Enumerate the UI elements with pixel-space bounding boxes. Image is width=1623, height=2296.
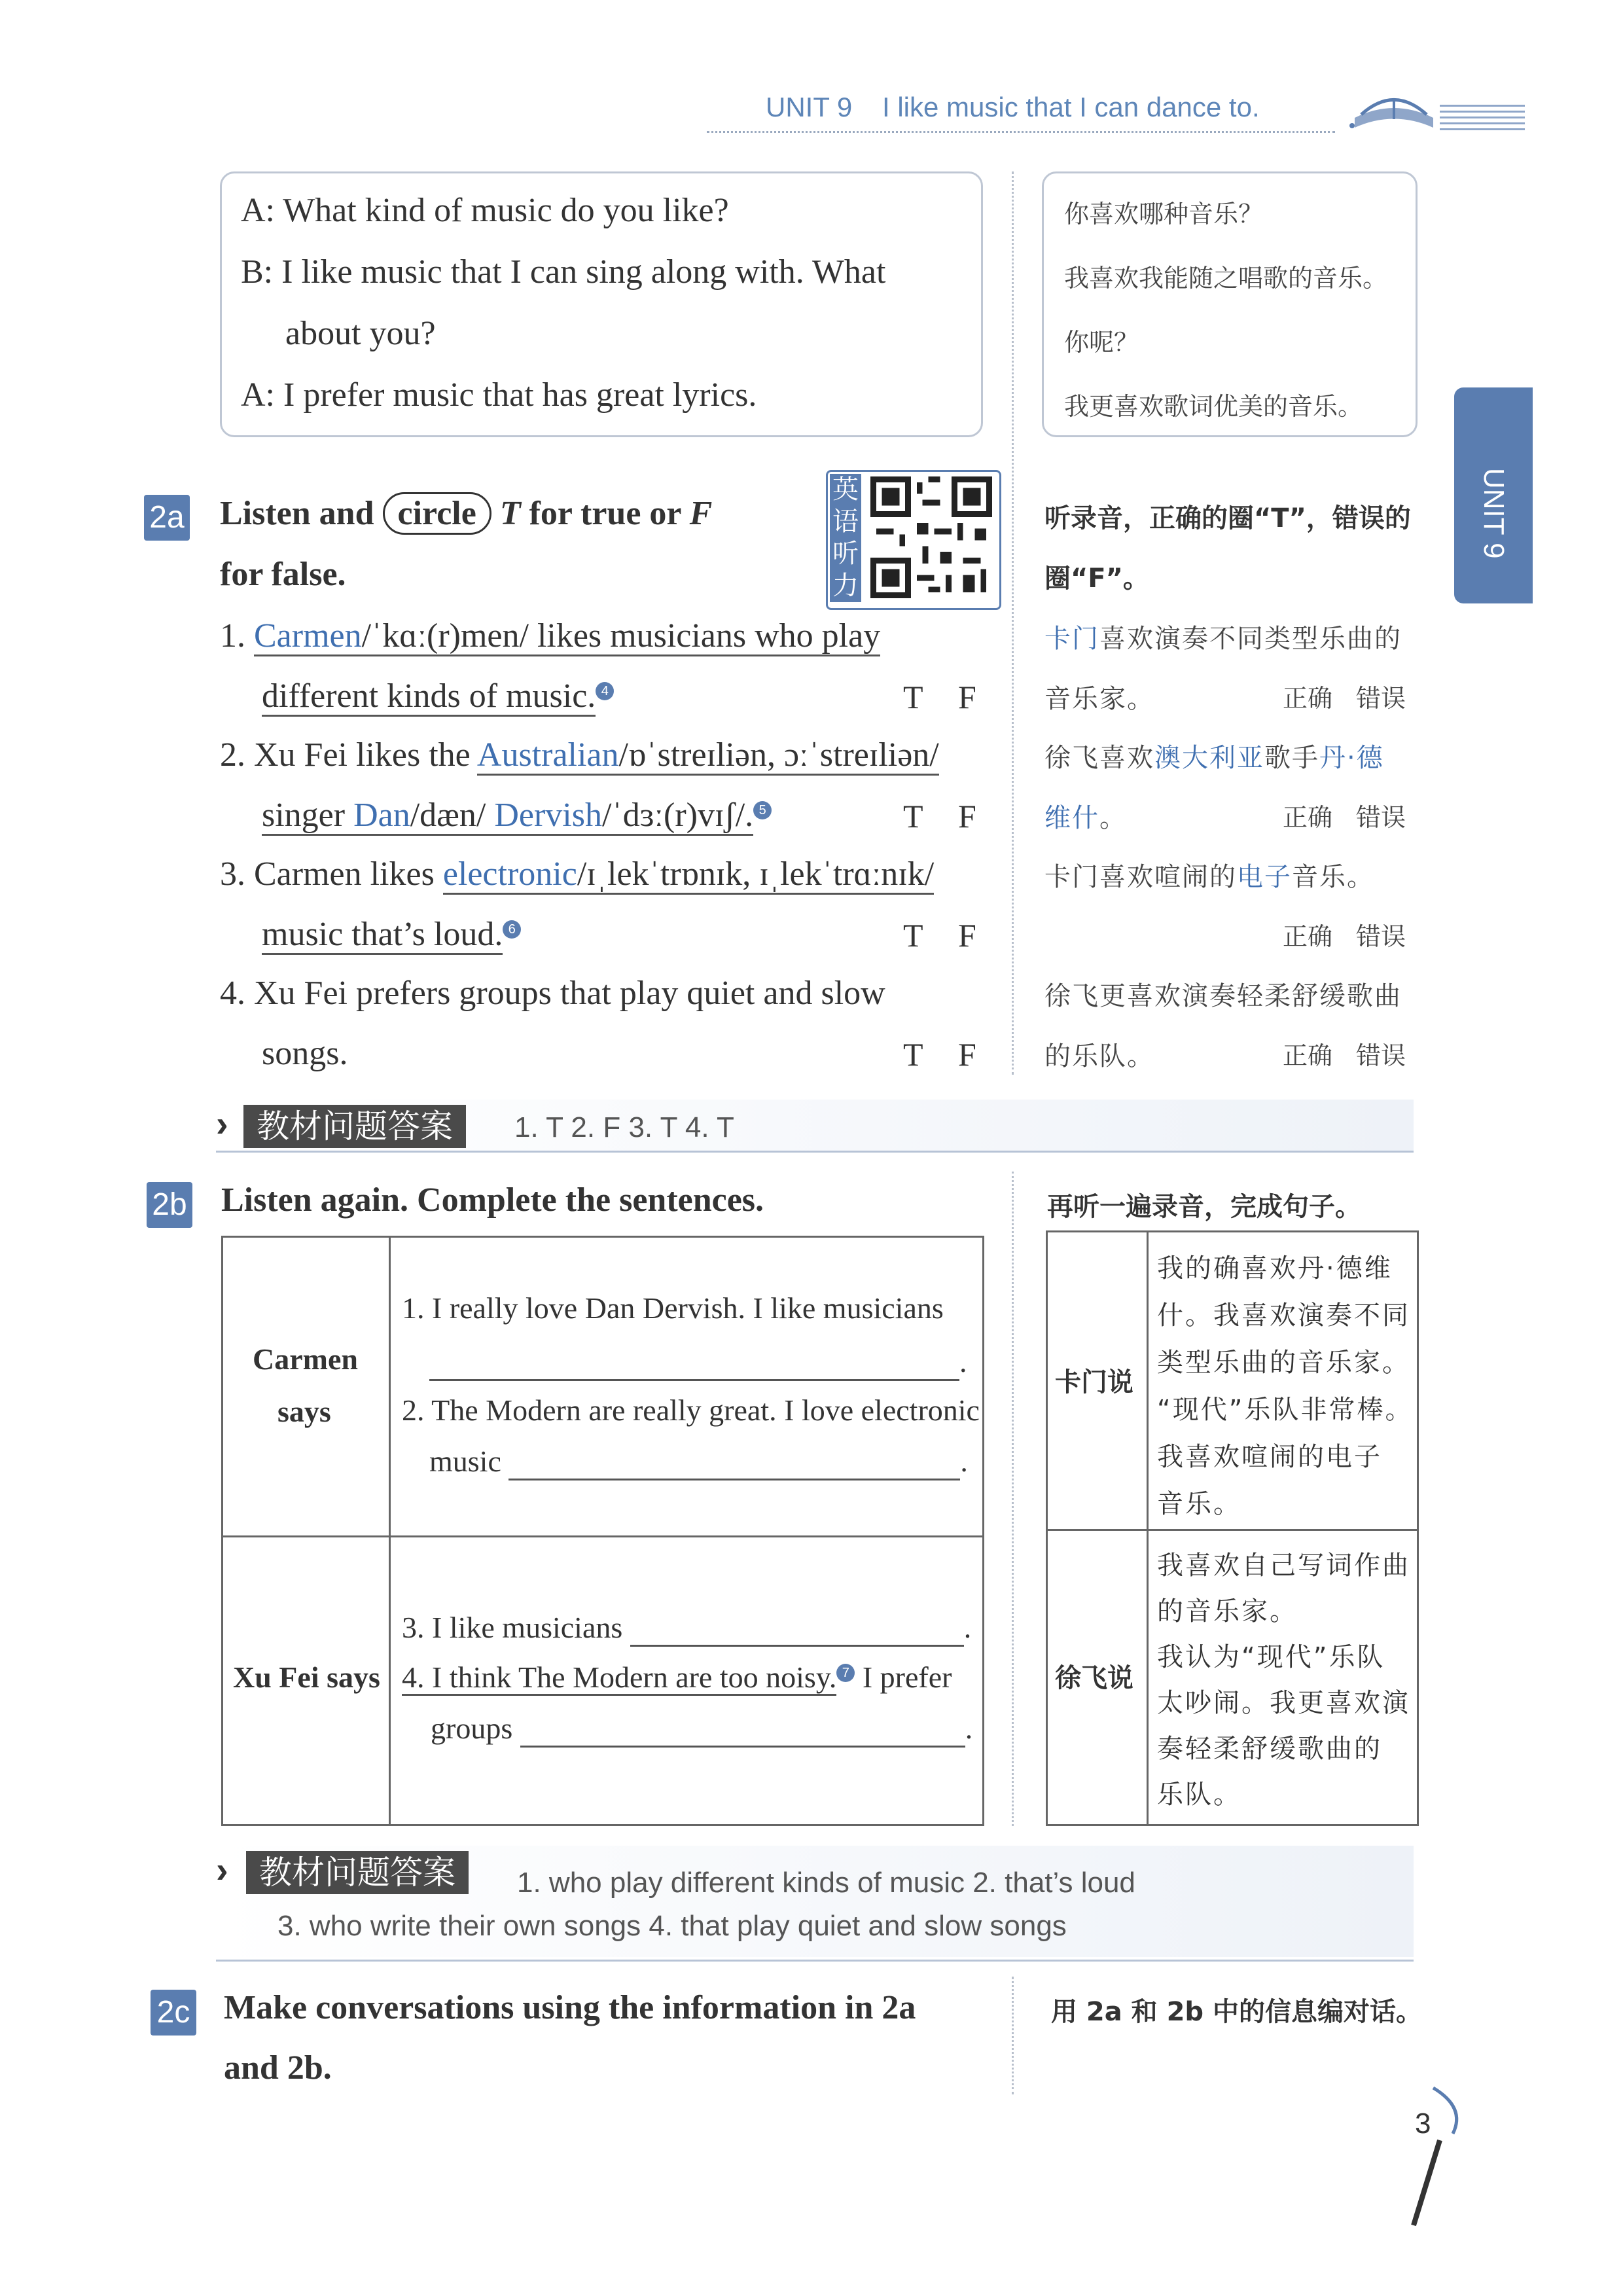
carmen-says-label-cn: 卡门说 bbox=[1055, 1367, 1133, 1397]
item-2-cn-wrong: 错误 bbox=[1356, 803, 1406, 832]
item-1-line1: 1. Carmen/ˈkɑː(r)men/ likes musicians who play bbox=[220, 617, 880, 655]
item-4-cn-line1: 徐飞更喜欢演奏轻柔舒缓歌曲 bbox=[1044, 981, 1402, 1011]
item-2-cn-line2: 维什。 bbox=[1044, 803, 1127, 833]
header-title: I like music that I can dance to. bbox=[882, 92, 1260, 122]
xufei-cn-line-1: 我喜欢自己写词作曲 bbox=[1157, 1551, 1410, 1581]
item-4-cn-wrong: 错误 bbox=[1356, 1041, 1406, 1070]
item-4-cn-line2: 的乐队。 bbox=[1044, 1041, 1154, 1071]
section-2a-hint-cn-2: 圈“F”。 bbox=[1044, 564, 1149, 594]
section-badge-2c: 2c bbox=[151, 1990, 196, 2036]
dialogue-cn-line-3: 你呢？ bbox=[1064, 328, 1139, 357]
item-1-cn-right: 正确 bbox=[1283, 684, 1333, 713]
section-2c-hint-cn: 用 2a 和 2b 中的信息编对话。 bbox=[1051, 1997, 1422, 2027]
sentence-4: 4. I think The Modern are too noisy. 7 I prefer bbox=[402, 1660, 952, 1695]
xufei-says-label: Xu Fei says bbox=[233, 1660, 380, 1694]
section-badge-2a: 2a bbox=[144, 495, 190, 541]
dialogue-cn-line-2: 我喜欢我能随之唱歌的音乐。 bbox=[1064, 264, 1388, 293]
dialogue-line-1: A: What kind of music do you like? bbox=[241, 192, 729, 229]
answer-text-2-line1: 1. who play different kinds of music 2. that’s loud bbox=[517, 1867, 1135, 1899]
qr-listening-label: 英 语 听 力 bbox=[830, 474, 861, 602]
answer-text-2-line2: 3. who write their own songs 4. that play quiet and slow songs bbox=[277, 1910, 1067, 1942]
section-badge-2b: 2b bbox=[147, 1182, 192, 1228]
carmen-cn-line-4: “现代”乐队非常棒。 bbox=[1157, 1395, 1414, 1425]
item-1-cn-line2: 音乐家。 bbox=[1044, 684, 1154, 714]
chevron-right-icon: › bbox=[216, 1849, 228, 1890]
carmen-says-label-2: says bbox=[277, 1395, 331, 1428]
item-1-line2: different kinds of music. 4 bbox=[262, 677, 614, 715]
section-2a-heading: Listen and circle T for true or F bbox=[220, 492, 712, 535]
page-number: 3 bbox=[1415, 2108, 1431, 2140]
answer-rule-1 bbox=[216, 1151, 1414, 1153]
section-2c-heading-1: Make conversations using the information in 2a bbox=[224, 1989, 916, 2026]
table-column-divider bbox=[389, 1236, 391, 1824]
unit-side-tab-label: UNIT 9 bbox=[1478, 468, 1510, 559]
table-cn-column-divider bbox=[1147, 1230, 1149, 1824]
section-2b-heading: Listen again. Complete the sentences. bbox=[221, 1181, 764, 1219]
xufei-cn-line-6: 乐队。 bbox=[1157, 1780, 1241, 1810]
xufei-cn-line-2: 的音乐家。 bbox=[1157, 1596, 1298, 1626]
table-cn-row-divider bbox=[1046, 1529, 1417, 1531]
item-3-cn-wrong: 错误 bbox=[1356, 922, 1406, 951]
sentence-3[interactable]: 3. I like musicians . bbox=[402, 1610, 971, 1647]
qr-code-icon[interactable] bbox=[870, 476, 992, 598]
item-4-option-t[interactable]: T bbox=[903, 1036, 923, 1073]
item-2-line2: singer Dan/dæn/ Dervish/ˈdɜː(r)vɪʃ/. 5 bbox=[262, 796, 772, 834]
dialogue-line-2: B: I like music that I can sing along with. What bbox=[241, 253, 886, 291]
dialogue-cn-line-1: 你喜欢哪种音乐？ bbox=[1064, 200, 1264, 228]
answer-rule-2 bbox=[216, 1960, 1414, 1962]
item-3-line2: music that’s loud. 6 bbox=[262, 915, 521, 954]
sentence-4-blank[interactable]: groups . bbox=[431, 1711, 972, 1748]
book-icon bbox=[1348, 79, 1440, 137]
column-divider bbox=[1012, 1977, 1014, 2094]
carmen-cn-line-1: 我的确喜欢丹·德维 bbox=[1157, 1253, 1393, 1283]
item-2-option-f[interactable]: F bbox=[958, 798, 976, 834]
item-4-cn-right: 正确 bbox=[1283, 1041, 1333, 1070]
answer-tag-2: 教材问题答案 bbox=[246, 1851, 469, 1894]
header-unit: UNIT 9 bbox=[766, 92, 853, 122]
column-divider bbox=[1012, 1172, 1014, 1826]
carmen-cn-line-5: 我喜欢喧闹的电子 bbox=[1157, 1442, 1382, 1472]
section-2a-hint-cn-1: 听录音，正确的圈“T”，错误的 bbox=[1044, 503, 1411, 533]
item-2-line1: 2. Xu Fei likes the Australian/ɒˈstreɪliən, ɔːˈstreɪliən/ bbox=[220, 736, 939, 774]
item-4-line1: 4. Xu Fei prefers groups that play quiet and slow bbox=[220, 975, 885, 1012]
xufei-cn-line-4: 太吵闹。我更喜欢演 bbox=[1157, 1688, 1410, 1718]
item-4-line2: songs. bbox=[262, 1035, 348, 1072]
section-2b-hint-cn: 再听一遍录音，完成句子。 bbox=[1047, 1192, 1361, 1222]
carmen-cn-line-3: 类型乐曲的音乐家。 bbox=[1157, 1348, 1410, 1378]
xufei-says-label-cn: 徐飞说 bbox=[1055, 1663, 1133, 1693]
section-2c-heading-2: and 2b. bbox=[224, 2049, 332, 2087]
table-row-divider bbox=[221, 1535, 982, 1537]
item-1-option-f[interactable]: F bbox=[958, 679, 976, 715]
item-2-cn-line1: 徐飞喜欢澳大利亚歌手丹·德 bbox=[1044, 743, 1384, 773]
column-divider bbox=[1012, 171, 1014, 1075]
sentence-2: 2. The Modern are really great. I love electronic bbox=[402, 1393, 980, 1427]
dialogue-cn-line-4: 我更喜欢歌词优美的音乐。 bbox=[1064, 392, 1363, 421]
sentence-1: 1. I really love Dan Dervish. I like musicians bbox=[402, 1291, 944, 1325]
xufei-cn-line-3: 我认为“现代”乐队 bbox=[1157, 1642, 1385, 1672]
carmen-says-label-1: Carmen bbox=[253, 1342, 358, 1376]
dialogue-line-3: about you? bbox=[285, 315, 436, 352]
section-2a-heading-line2: for false. bbox=[220, 556, 346, 593]
item-2-option-t[interactable]: T bbox=[903, 798, 923, 834]
carmen-cn-line-6: 音乐。 bbox=[1157, 1489, 1241, 1519]
item-3-line1: 3. Carmen likes electronic/ɪˌlekˈtrɒnɪk, ɪˌlekˈtrɑːnɪk/ bbox=[220, 855, 934, 893]
item-1-cn-wrong: 错误 bbox=[1356, 684, 1406, 713]
item-3-cn-line1: 卡门喜欢喧闹的电子音乐。 bbox=[1044, 862, 1374, 892]
dialogue-line-4: A: I prefer music that has great lyrics. bbox=[241, 376, 757, 414]
header-dotted-rule bbox=[707, 131, 1335, 133]
answer-text-1: 1. T 2. F 3. T 4. T bbox=[514, 1111, 734, 1143]
sentence-1-blank[interactable]: . bbox=[429, 1344, 967, 1381]
item-3-option-t[interactable]: T bbox=[903, 917, 923, 954]
xufei-cn-line-5: 奏轻柔舒缓歌曲的 bbox=[1157, 1734, 1382, 1764]
chevron-right-icon: › bbox=[216, 1103, 228, 1144]
header-stripes bbox=[1440, 105, 1525, 131]
sentence-2-blank[interactable]: music . bbox=[429, 1444, 968, 1480]
item-3-cn-right: 正确 bbox=[1283, 922, 1333, 951]
item-1-option-t[interactable]: T bbox=[903, 679, 923, 715]
item-3-option-f[interactable]: F bbox=[958, 917, 976, 954]
item-2-cn-right: 正确 bbox=[1283, 803, 1333, 832]
item-1-cn-line1: 卡门喜欢演奏不同类型乐曲的 bbox=[1044, 624, 1402, 654]
item-4-option-f[interactable]: F bbox=[958, 1036, 976, 1073]
page-number-ornament bbox=[1394, 2081, 1472, 2232]
carmen-cn-line-2: 什。我喜欢演奏不同 bbox=[1157, 1300, 1410, 1331]
answer-tag-1: 教材问题答案 bbox=[243, 1105, 466, 1148]
